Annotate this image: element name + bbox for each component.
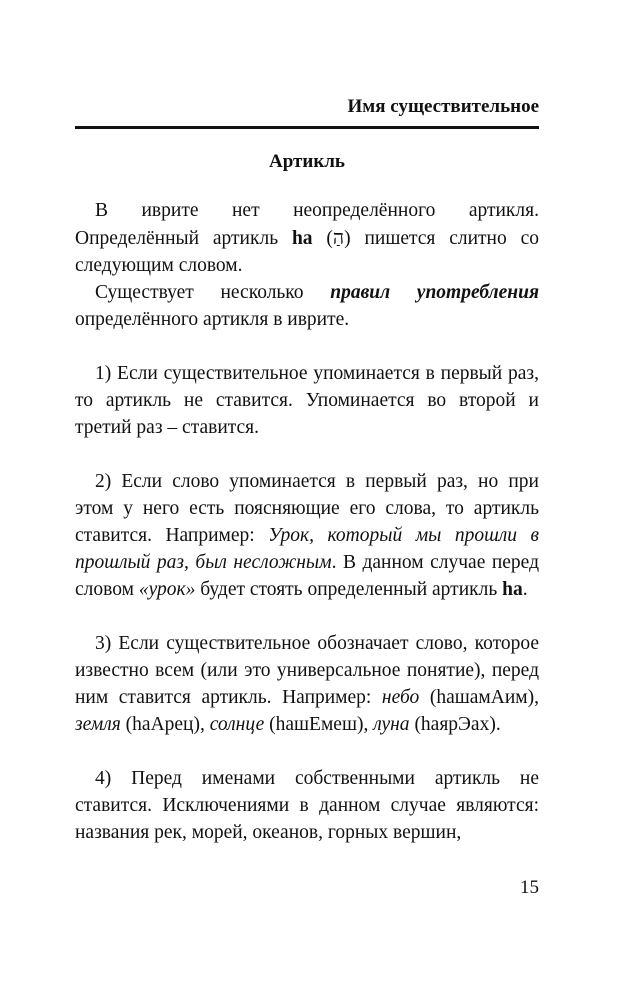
hebrew-article: הַ	[332, 226, 345, 249]
text: 3) Если существительное обозначает слово, которое известно всем (или это универсальное понятие), перед ним ставится артикль. Например:	[75, 633, 539, 708]
bold-term: ha	[502, 579, 523, 600]
text: .	[522, 579, 528, 600]
text: В иврите нет неопределённого артикля. Определённый артикль	[75, 200, 539, 249]
body-text	[75, 197, 539, 846]
text: (hашЕмеш),	[264, 714, 374, 735]
text: . В данном случае перед словом	[75, 552, 540, 600]
example: солнце	[209, 714, 265, 735]
example: «урок»	[138, 579, 196, 600]
example: небо	[381, 687, 420, 708]
example: земля	[75, 714, 121, 735]
page-number: 15	[520, 877, 539, 898]
paragraph-rule-2	[75, 468, 539, 603]
text: 1) Если существительное упоминается в первый раз, то артикль не ставится. Упоминается во второй и третий раз – ставится.	[75, 363, 539, 438]
header-divider	[75, 126, 539, 129]
text: (haАрец),	[120, 714, 210, 735]
example: луна	[373, 714, 410, 735]
paragraph-rule-4	[75, 765, 539, 846]
paragraph-rule-1	[75, 360, 539, 441]
running-header: Имя существительное	[347, 96, 539, 117]
text: (hашамАим),	[419, 687, 539, 708]
bold-term: ha	[291, 228, 313, 249]
paragraph-1	[75, 197, 539, 279]
text: 4) Перед именами собственными артикль не ставится. Исключениями в данном случае являются: названия рек, морей, океанов, горных вершин,	[75, 768, 539, 843]
example: Урок, который мы прошли в прошлый раз, был несложным	[75, 525, 539, 573]
paragraph-rule-3	[75, 630, 539, 738]
text: определённого артикля в иврите.	[75, 309, 350, 330]
emphasis: правил употребления	[330, 282, 539, 303]
text: 2) Если слово упоминается в первый раз, но при этом у него есть поясняющие его слова, то артикль ставится. Например:	[75, 471, 539, 546]
section-title: Артикль	[269, 151, 345, 172]
text: (	[312, 228, 333, 249]
text: (hаярЭах).	[409, 714, 501, 735]
text: Существует несколько	[95, 282, 331, 303]
paragraph-2	[75, 279, 539, 333]
text: будет стоять определенный артикль	[195, 579, 503, 600]
text: ) пишется слитно со следующим словом.	[75, 228, 539, 276]
